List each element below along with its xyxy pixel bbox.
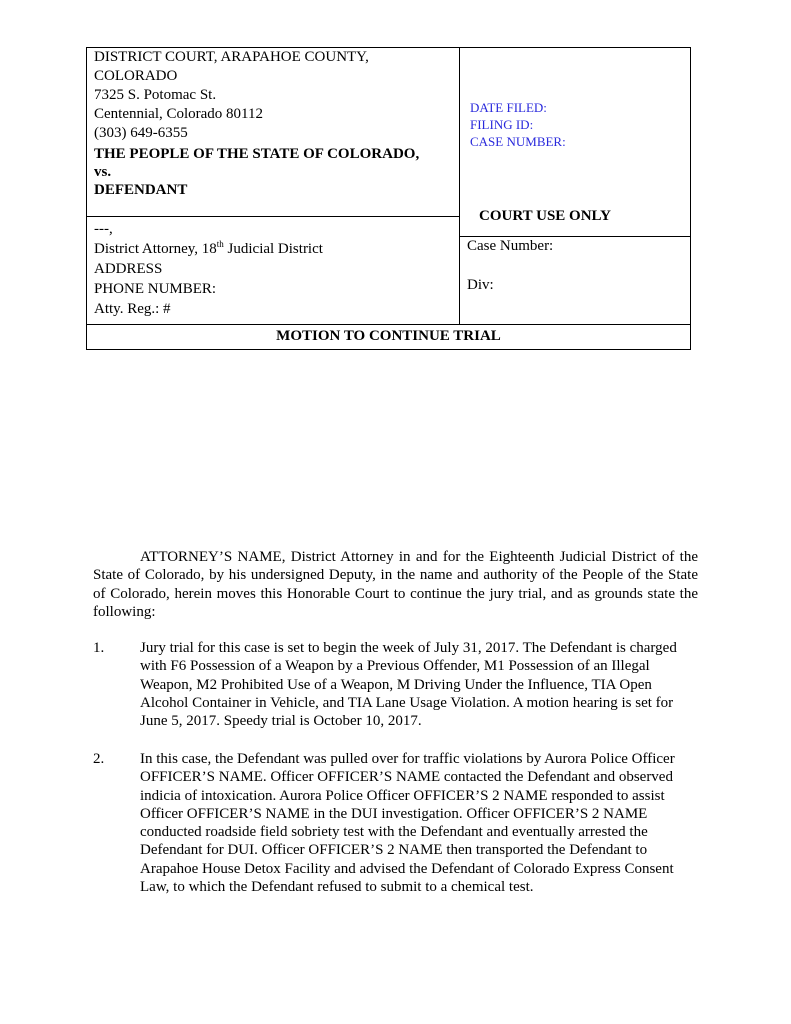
item-2-line-6: Defendant for DUI. Officer OFFICER’S 2 NAME then transported the Defendant to	[140, 842, 648, 859]
filing-cell	[459, 48, 690, 236]
plaintiff: THE PEOPLE OF THE STATE OF COLORADO,	[94, 146, 420, 162]
item-1-line-1: Jury trial for this case is set to begin the week of July 31, 2017. The Defendant is charged	[140, 640, 677, 656]
document-title: MOTION TO CONTINUE TRIAL	[87, 324, 690, 350]
court-info-cell	[87, 48, 459, 145]
intro-paragraph	[93, 548, 698, 621]
item-number: 2.	[93, 751, 105, 767]
item-1-line-5: June 5, 2017. Speedy trial is October 10, 2017.	[140, 713, 422, 730]
filing-stamp	[470, 99, 566, 150]
case-number-label: Case Number:	[467, 238, 554, 254]
court-city: Centennial, Colorado 80112	[94, 106, 263, 122]
intro-text: ATTORNEY’S NAME, District Attorney in and for the Eighteenth Judicial District of the State of Colorado, by his undersigned Deputy, in the name and authority of the People of the State of Colorado, herein moves this Honorable Court to continue the jury trial, and as grounds state the following:	[93, 549, 698, 620]
defendant: DEFENDANT	[94, 182, 188, 198]
item-1-line-2: with F6 Possession of a Weapon by a Previous Offender, M1 Possession of an Illegal	[140, 658, 650, 675]
item-2-line-7: Arapahoe House Detox Facility and advised the Defendant of Colorado Express Consent	[140, 860, 674, 877]
date-filed-label: DATE FILED:	[470, 100, 547, 115]
item-text	[140, 639, 698, 730]
attorney-title-suffix: Judicial District	[223, 241, 323, 257]
court-street: 7325 S. Potomac St.	[94, 87, 217, 103]
attorney-phone: PHONE NUMBER:	[94, 281, 217, 297]
attorney-reg: Atty. Reg.: #	[94, 301, 171, 317]
attorney-name: ---,	[94, 221, 113, 237]
item-2-line-5: conducted roadside field sobriety test with the Defendant and eventually arrested the	[140, 824, 648, 841]
item-1-line-3: Weapon, M2 Prohibited Use of a Weapon, M Driving Under the Influence, TIA Open	[140, 676, 652, 693]
item-2-line-2: OFFICER’S NAME. Officer OFFICER’S NAME contacted the Defendant and observed	[140, 769, 673, 786]
attorney-cell	[87, 216, 459, 324]
court-phone: (303) 649-6355	[94, 125, 188, 141]
attorney-address: ADDRESS	[94, 261, 163, 277]
court-use-only-label: COURT USE ONLY	[479, 208, 612, 224]
item-text	[140, 750, 698, 896]
item-1-line-4: Alcohol Container in Vehicle, and TIA Lane Usage Violation. A motion hearing is set for	[140, 694, 674, 711]
item-number: 1.	[93, 640, 105, 656]
attorney-title-prefix: District Attorney, 18	[94, 241, 217, 257]
division-label: Div:	[467, 277, 494, 293]
filing-case-number-label: CASE NUMBER:	[470, 134, 566, 149]
filing-id-label: FILING ID:	[470, 117, 534, 132]
versus: vs.	[94, 164, 112, 180]
item-2-line-1: In this case, the Defendant was pulled over for traffic violations by Aurora Police Officer	[140, 751, 675, 767]
item-2-line-4: Officer OFFICER’S NAME in the DUI investigation. Officer OFFICER’S 2 NAME	[140, 805, 648, 822]
attorney-title	[94, 239, 459, 259]
court-name-line-1: DISTRICT COURT, ARAPAHOE COUNTY,	[94, 49, 369, 65]
item-2-line-3: indicia of intoxication. Aurora Police Officer OFFICER’S 2 NAME responded to assist	[140, 787, 665, 804]
case-info-cell	[459, 236, 690, 324]
court-name-line-2: COLORADO	[94, 68, 178, 84]
item-2-line-8: Law, to which the Defendant refused to submit to a chemical test.	[140, 879, 534, 896]
parties-cell	[87, 145, 459, 216]
caption-table	[86, 47, 691, 350]
attorney-title-sup: th	[216, 239, 224, 249]
